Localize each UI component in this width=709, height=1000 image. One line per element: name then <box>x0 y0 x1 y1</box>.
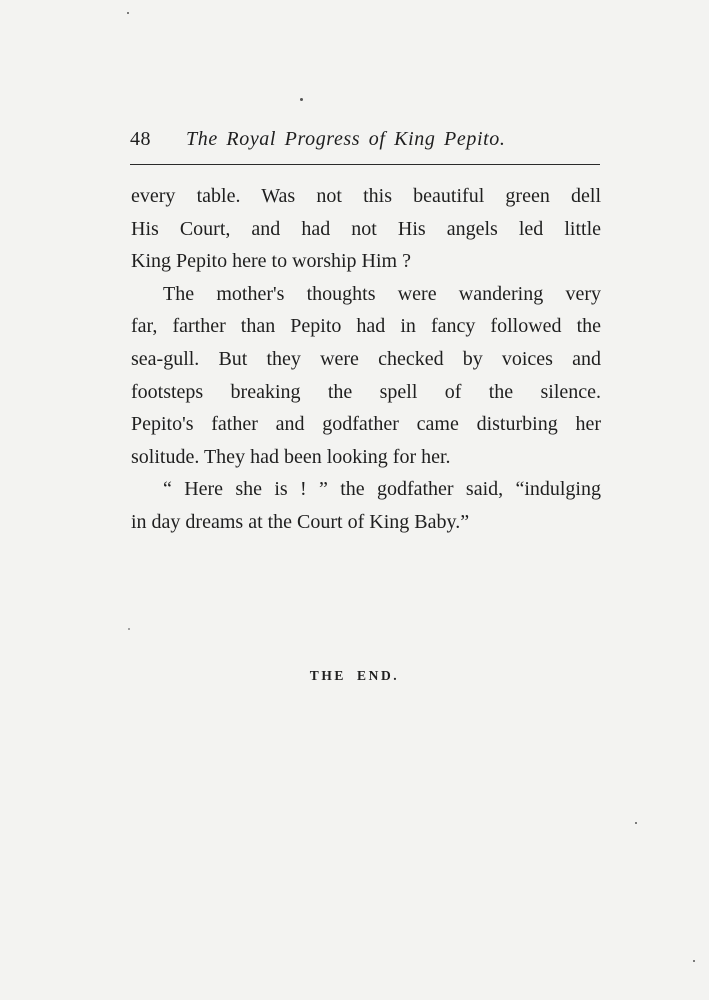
header-rule <box>130 164 600 165</box>
paper-speck <box>300 98 303 101</box>
text-line: in day dreams at the Court of King Baby.” <box>131 510 470 533</box>
paper-speck <box>128 628 130 630</box>
page-number: 48 <box>130 128 151 150</box>
paper-speck <box>693 960 695 962</box>
text-line: The mother's thoughts were wandering very <box>163 282 601 305</box>
text-line: Pepito's father and godfather came disturbing her <box>131 413 601 436</box>
text-line: footsteps breaking the spell of the silence. <box>131 380 601 403</box>
text-line: solitude. They had been looking for her. <box>131 445 451 468</box>
text-line: sea-gull. But they were checked by voices and <box>131 347 601 370</box>
text-line: far, farther than Pepito had in fancy followed the <box>131 315 601 338</box>
page-header <box>130 126 600 160</box>
text-line: every table. Was not this beautiful green dell <box>131 185 601 207</box>
running-title: The Royal Progress of King Pepito. <box>186 128 506 150</box>
text-line: King Pepito here to worship Him ? <box>131 250 411 273</box>
the-end-label: THE END. <box>309 668 400 683</box>
paper-speck <box>127 12 129 14</box>
text-line: “ Here she is ! ” the godfather said, “indulging <box>163 478 601 501</box>
text-line: His Court, and had not His angels led little <box>131 217 601 240</box>
body-text <box>131 180 601 539</box>
paper-speck <box>635 822 637 824</box>
